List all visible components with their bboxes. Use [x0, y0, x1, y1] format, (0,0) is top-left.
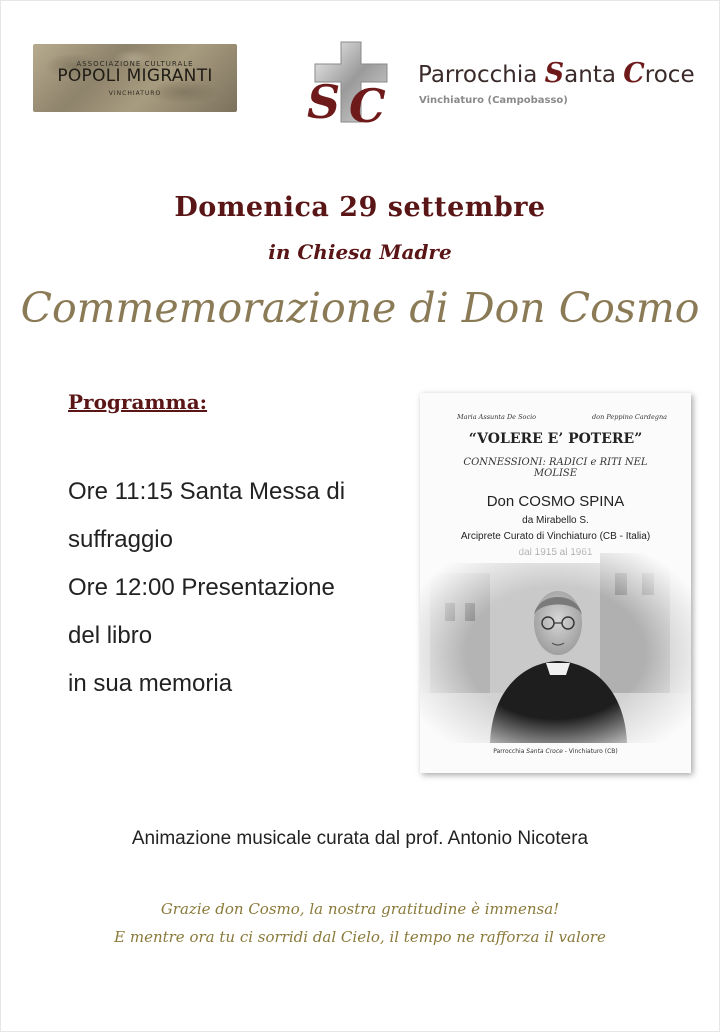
programme-line: del libro	[68, 622, 153, 649]
book-footer: Parrocchia Santa Croce - Vinchiaturo (CB)	[493, 748, 618, 755]
association-top-text: ASSOCIAZIONE CULTURALE	[76, 60, 194, 68]
book-subject-name: Don COSMO SPINA	[486, 493, 625, 510]
parish-name: Parrocchia Santa Croce	[418, 58, 695, 89]
association-logo	[33, 44, 237, 112]
book-subtitle: CONNESSIONI: RADICI e RITI NEL MOLISE	[463, 457, 648, 479]
music-credit: Animazione musicale curata dal prof. Antonio Nicotera	[131, 828, 589, 849]
programme-line: Ore 12:00 Presentazione	[68, 574, 335, 601]
association-name: POPOLI MIGRANTI	[57, 66, 213, 86]
programme-list	[68, 468, 408, 708]
svg-text:S: S	[307, 75, 341, 126]
programme-line: suffraggio	[68, 526, 173, 553]
thanks-line: E mentre ora tu ci sorridi dal Cielo, il tempo ne rafforza il valore	[114, 928, 606, 946]
book-author: don Peppino Cardegna	[592, 413, 668, 421]
programme-heading: Programma:	[68, 390, 208, 414]
thanks-line: Grazie don Cosmo, la nostra gratitudine è immensa!	[160, 900, 560, 918]
parish-location: Vinchiaturo (Campobasso)	[419, 95, 568, 106]
association-place: VINCHIATURO	[108, 90, 162, 97]
event-title: Commemorazione di Don Cosmo	[20, 284, 700, 332]
book-role: Arciprete Curato di Vinchiaturo (CB - Italia)	[460, 531, 651, 542]
priest-portrait-photo	[420, 543, 691, 743]
event-date: Domenica 29 settembre	[174, 192, 546, 223]
programme-line: in sua memoria	[68, 670, 233, 697]
book-cover	[420, 393, 691, 773]
book-authors	[420, 413, 691, 425]
parish-cross-emblem	[305, 38, 397, 126]
book-author: Maria Assunta De Socio	[457, 413, 537, 421]
programme-line: Ore 11:15 Santa Messa di	[68, 478, 346, 505]
book-origin: da Mirabello S.	[522, 515, 589, 526]
event-place: in Chiesa Madre	[268, 240, 452, 264]
svg-text:C: C	[349, 79, 386, 126]
book-title: “VOLERE E’ POTERE”	[468, 431, 643, 447]
